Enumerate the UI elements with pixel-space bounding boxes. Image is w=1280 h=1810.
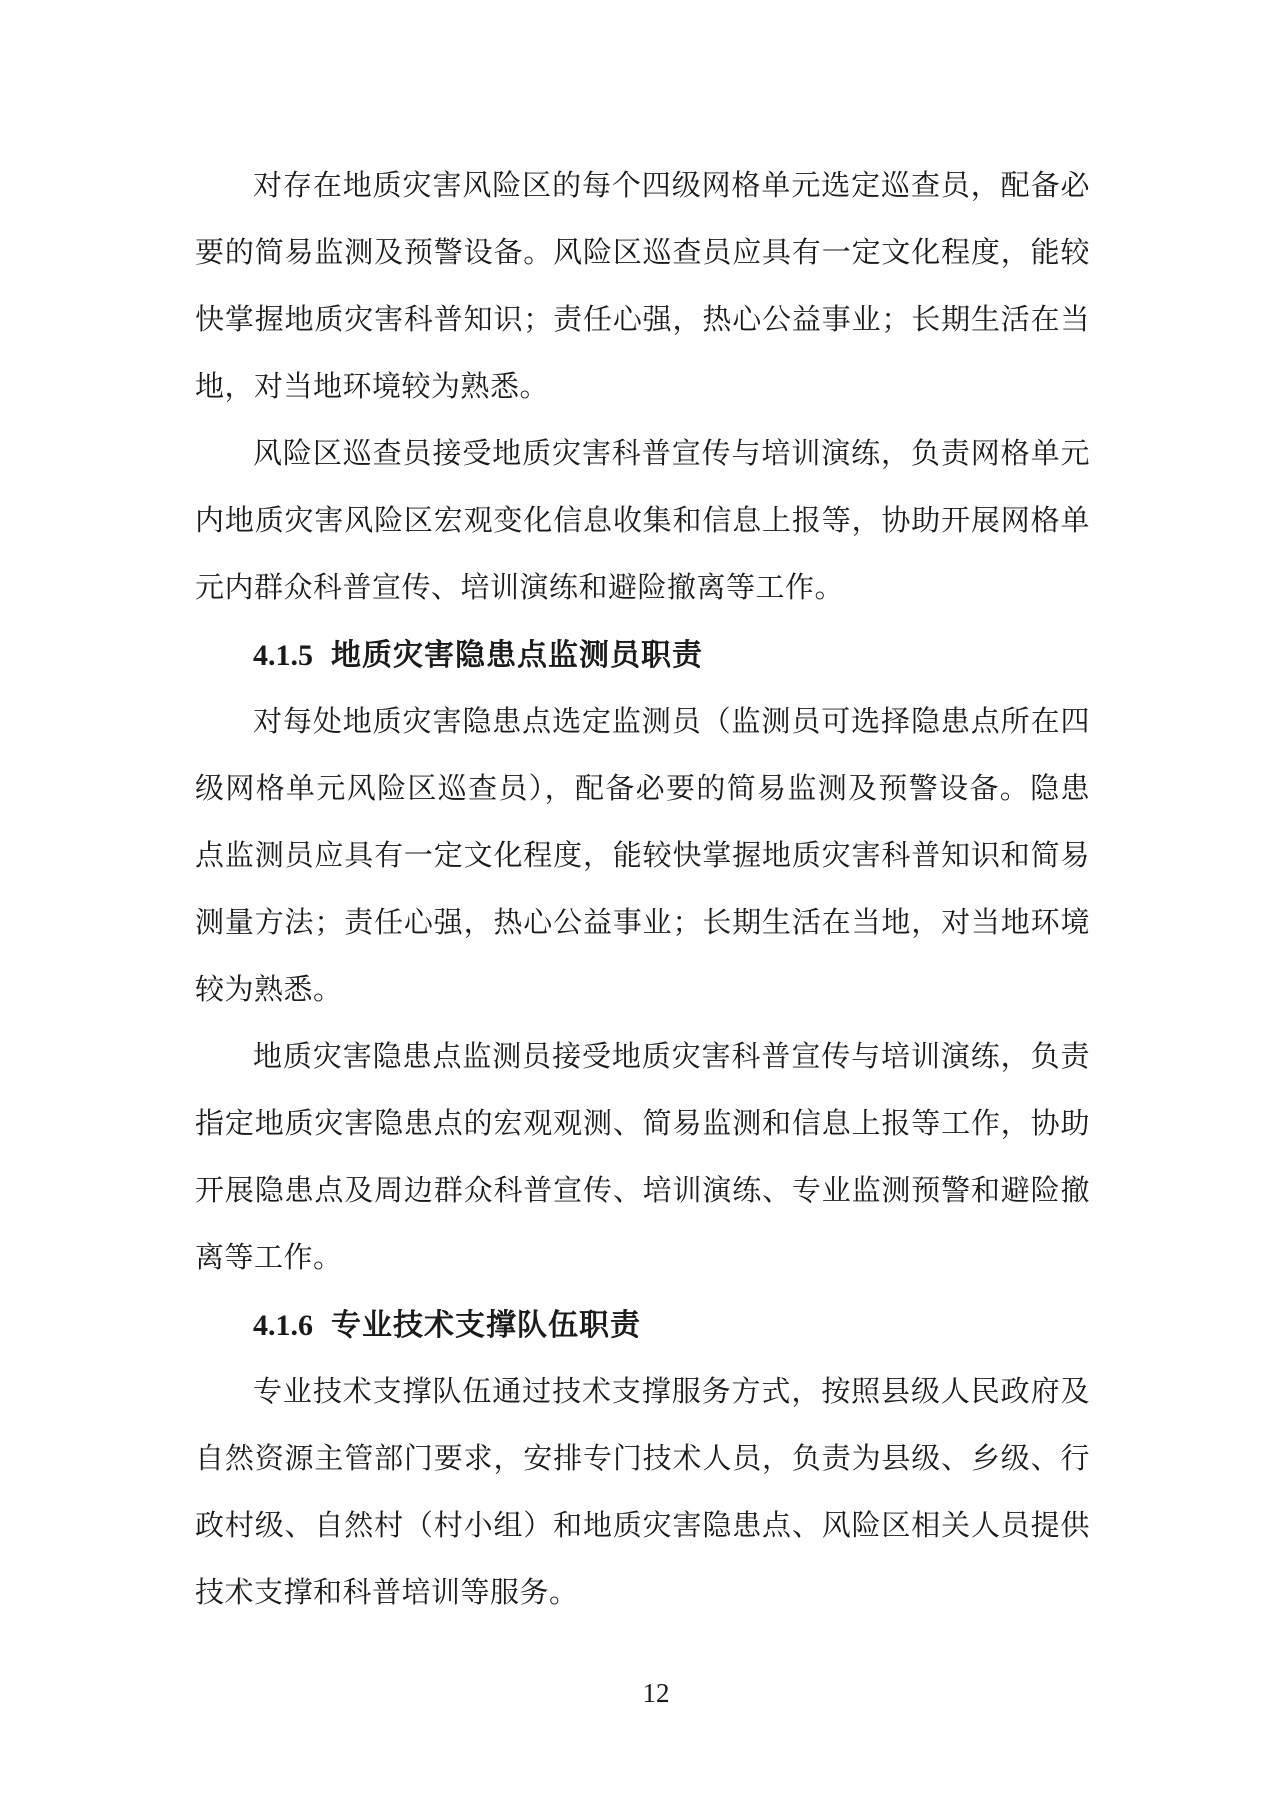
section-heading-title: 专业技术支撑队伍职责 <box>331 1309 641 1342</box>
paragraph-line: 较为熟悉。 <box>195 974 343 1006</box>
paragraph-line: 指定地质灾害隐患点的宏观观测、简易监测和信息上报等工作，协助 <box>195 1108 1090 1140</box>
paragraph <box>195 153 1090 421</box>
paragraph-line: 开展隐患点及周边群众科普宣传、培训演练、专业监测预警和避险撤 <box>195 1175 1090 1207</box>
paragraph-line: 风险区巡查员接受地质灾害科普宣传与培训演练，负责网格单元 <box>253 438 1090 470</box>
paragraph-line: 点监测员应具有一定文化程度，能较快掌握地质灾害科普知识和简易 <box>195 840 1090 872</box>
paragraph-line: 内地质灾害风险区宏观变化信息收集和信息上报等，协助开展网格单 <box>195 505 1090 537</box>
section-heading-number: 4.1.5 <box>253 639 313 672</box>
paragraph <box>195 689 1090 1024</box>
page-footer <box>0 1676 1280 1710</box>
section-heading-title: 地质灾害隐患点监测员职责 <box>331 639 703 672</box>
paragraph-line: 要的简易监测及预警设备。风险区巡查员应具有一定文化程度，能较 <box>195 237 1090 269</box>
paragraph <box>195 421 1090 622</box>
section-heading-number: 4.1.6 <box>253 1309 313 1342</box>
paragraph-line: 离等工作。 <box>195 1242 343 1274</box>
paragraph-line: 专业技术支撑队伍通过技术支撑服务方式，按照县级人民政府及 <box>253 1376 1090 1408</box>
paragraph <box>195 1024 1090 1292</box>
document-text-block <box>195 153 1090 1627</box>
paragraph <box>195 1359 1090 1627</box>
paragraph-line: 元内群众科普宣传、培训演练和避险撤离等工作。 <box>195 572 845 604</box>
paragraph-line: 对每处地质灾害隐患点选定监测员（监测员可选择隐患点所在四 <box>253 706 1090 738</box>
section-heading-4-1-5 <box>195 622 1090 689</box>
paragraph-line: 地质灾害隐患点监测员接受地质灾害科普宣传与培训演练，负责 <box>253 1041 1090 1073</box>
paragraph-line: 快掌握地质灾害科普知识；责任心强，热心公益事业；长期生活在当 <box>195 304 1090 336</box>
page-number: 12 <box>642 1678 670 1708</box>
paragraph-line: 地，对当地环境较为熟悉。 <box>195 371 550 403</box>
paragraph-line: 级网格单元风险区巡查员），配备必要的简易监测及预警设备。隐患 <box>195 773 1090 805</box>
paragraph-line: 自然资源主管部门要求，安排专门技术人员，负责为县级、乡级、行 <box>195 1443 1090 1475</box>
section-heading-4-1-6 <box>195 1292 1090 1359</box>
paragraph-line: 政村级、自然村（村小组）和地质灾害隐患点、风险区相关人员提供 <box>195 1510 1090 1542</box>
paragraph-line: 测量方法；责任心强，热心公益事业；长期生活在当地，对当地环境 <box>195 907 1090 939</box>
paragraph-line: 技术支撑和科普培训等服务。 <box>195 1577 579 1609</box>
paragraph-line: 对存在地质灾害风险区的每个四级网格单元选定巡查员，配备必 <box>253 170 1090 202</box>
